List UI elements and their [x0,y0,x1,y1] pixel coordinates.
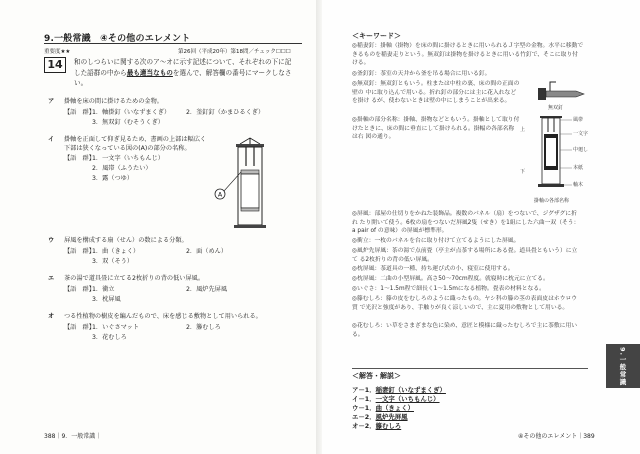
kakejiku-diagram-caption: 掛軸の各部名称 [534,198,570,204]
keyword-tsuitate: ◎衝立：一枚のパネルを台に取り付けて立てるようにした屏風。 [352,238,520,244]
answer-a-label: ア－1． [352,386,376,394]
item-e-choice-3: 3．枕屏風 [92,296,121,303]
intro-emphasis: 最も適当なもの [126,68,173,77]
answer-i-value: 一文字（いちもんじ） [375,395,440,403]
keyword-heading: ＜キーワード＞ [352,32,401,40]
answer-i [352,394,440,403]
item-a-choice-3: 3．無双釘（むそうくぎ） [92,119,164,126]
item-a-choice-2: 2．釜釘釘（かまひるくぎ） [186,109,265,116]
keyword-musokugi: ◎無双釘：無双釘ともいう。柱または中柱の裏、床の間の正面の壁の 中に取り込んで用いる。折れ釘の部分には主に花入れなどを掛け るが、使わないときは壁の中にしまうことが出来る。 [352,81,520,105]
diagram-honshi [546,138,556,166]
diagram-jikugi [538,184,564,187]
part-lower: 下 [520,169,526,175]
intro-line-2: した語群の中から [74,68,127,77]
nail-hook [550,82,556,91]
question-number: 14 [44,57,66,73]
keyword-chadogu: ◎枕屏風：茶道具の一種、持ち運び式の小、寝室に使用する。 [352,266,514,272]
part-nakamawashi: 中廻し [573,147,589,153]
item-e-label: エ [48,275,55,282]
item-e-choice-2: 2．風炉先屏風 [186,286,228,293]
scroll-ichimonji-top [241,170,259,174]
item-u-label: ウ [48,237,55,244]
answer-o [352,421,401,430]
nail-shaft [546,91,584,97]
item-u-choice-3: 3．双（そう） [92,258,134,265]
right-page-footer: ④その他のエレメント｜389 [518,433,595,440]
keyword-tomushiro: ◎籐むしろ：籐の皮をむしろのように織ったもの。ヤシ科の籐の茎の表面皮はホウロウ質 で光沢と強度があり、手触りが良く涼しいので、主に夏用の敷物として用いる。 [352,296,578,311]
keyword-hanamushiro: ◎花むしろ：い草をさまざまな色に染め、意匠と模様に織ったむしろで主に茶敷に用いる。 [352,323,578,338]
item-u-stem: 屏風を構成する扇（せん）の数による分類。 [64,237,188,244]
item-e-group: 【語 群】 [64,286,95,293]
answer-a-value: 稲妻釘（いなずまくぎ） [375,386,446,394]
part-ichimonji: 一文字 [573,131,589,137]
title-rule [44,43,302,44]
answer-e-value: 風炉先屏風 [375,413,408,421]
answer-a [352,385,446,394]
answer-u [352,403,414,412]
intro-line-3: を選んで、解答欄の番号にマークしなさ [172,68,292,77]
musokugi-caption: 無双釘 [548,105,564,111]
item-u-choice-2: 2．面（めん） [186,248,228,255]
item-i-stem-2: 下部は狭くなっている図の(A)の部分の名称。 [64,145,191,152]
item-i-choice-1: 1．一文字（いちもんじ） [92,155,164,162]
item-a-stem: 掛軸を床の間に掛けるための金物。 [64,98,163,105]
part-jikugi: 軸木 [573,182,584,188]
question-meta: 第26回（平成20年）第18問／チェック☐☐☐ [178,49,291,55]
item-o-choice-2: 2．籐むしろ [186,324,221,331]
label-a: A [217,191,223,199]
keyword-igusa: ◎いぐさ：1〜1.5m程で細長く1〜1.5mになる植物。畳表の材料となる。 [352,286,545,292]
keyword-kakejiku-parts: ◎掛軸の部分名称：掛軸、掛物などともいう。掛軸として取り付 けたときに、床の間に垂直にして掛けられる。掛幅の各部名称は右 図の通り。 [352,117,520,141]
item-o-group: 【語 群】 [64,324,95,331]
kakejiku-parts-diagram [528,112,598,194]
item-o-stem: つる性植物の樹皮を編んだもので、床を感じる敷物として用いられる。 [64,313,262,320]
intro-line-4: い。 [74,79,88,87]
question-intro [74,57,300,89]
answers-rule [352,368,588,369]
item-a-label: ア [48,98,55,105]
item-i-label: イ [48,136,55,143]
keyword-kamatsurikugi: ◎釜釘釘：茶室の天井から釜を吊る場合に用いる釘。 [352,71,491,77]
item-i-choice-2: 2．風帯（ふうたい） [92,165,152,172]
item-i-choice-3: 3．露（つゆ） [92,175,134,182]
answer-e [352,412,408,421]
difficulty-label: 重要度★★ [44,49,71,55]
part-honshi: 本紙 [573,165,584,171]
answer-u-label: ウ－1． [352,404,376,412]
answer-o-label: オ－2． [352,422,376,430]
left-page [0,0,316,454]
item-u-choice-1: 1．曲（きょく） [92,248,140,255]
section-title: 9.一般常識 ④その他のエレメント [44,34,191,44]
item-a-choice-1: 1．軸掛釘（いなずまくぎ） [92,109,171,116]
answer-i-label: イ－1． [352,395,376,403]
nail-head [538,88,546,100]
left-page-footer: 388｜9．一般常識｜ [44,433,102,440]
hanging-scroll-figure [210,136,290,236]
scroll-honshi [241,174,259,208]
item-o-choice-1: 1．いぐさマット [92,324,140,331]
intro-line-1: 和のしつらいに関する次のア〜オに示す記述について、それぞれの下に記 [74,58,292,66]
scroll-ichimonji-bottom [241,208,259,211]
answer-e-label: エ－2． [352,413,376,421]
part-upper: 上 [520,127,526,133]
item-o-choice-3: 3．花むしろ [92,334,127,341]
item-e-choice-1: 1．衝立 [92,286,115,293]
answer-o-value: 籐むしろ [375,422,402,430]
answer-u-value: 曲（きょく） [375,404,414,412]
chapter-side-tab: 9.一般常識 [606,344,640,388]
item-e-stem: 茶の湯で道具畳に立てる2枚折りの背の低い屏風。 [64,275,205,282]
item-o-label: オ [48,313,55,320]
part-futai: 風帯 [573,117,584,123]
item-i-stem: 掛軸を正面して仰ぎ見るため、書画の上部は幅広く [64,136,207,143]
keyword-furosaki-byobu: ◎風炉先屏風：茶の湯で点前畳（亭主が点茶する場所にある畳。道具畳ともいう）に立て る2枚折りの背の低い屏風。 [352,248,578,263]
item-i-group: 【語 群】 [64,155,95,162]
keyword-byobu: ◎屏風：部屋の仕切りをかねた装飾品。複数のパネル（扇）をつないで、ジグザグに折れ たり開いて使う。6枚の扇をつないだ屏風2隻（せき）を1組にした六曲一双（そう：a pair of の意味）の屏風が標準形。 [352,211,580,235]
scroll-bottom-rod [234,225,266,228]
keyword-inazumakugi: ◎稲妻釘：掛軸（掛物）を床の間に掛けるときに用いられるＪ字型の金物。水平に移動で きるものを稲妻走りという。無双釘は掛物を掛けるときに用いる竹釘で、そこに取り付 ける。 [352,43,584,67]
answers-heading: ＜解答・解説＞ [352,372,401,380]
item-a-group: 【語 群】 [64,109,95,116]
item-u-group: 【語 群】 [64,248,95,255]
keyword-makura-byobu: ◎枕屏風：二曲の小型屏風。高さ50〜70cm程度。就寝時に枕元に立てる。 [352,276,549,282]
